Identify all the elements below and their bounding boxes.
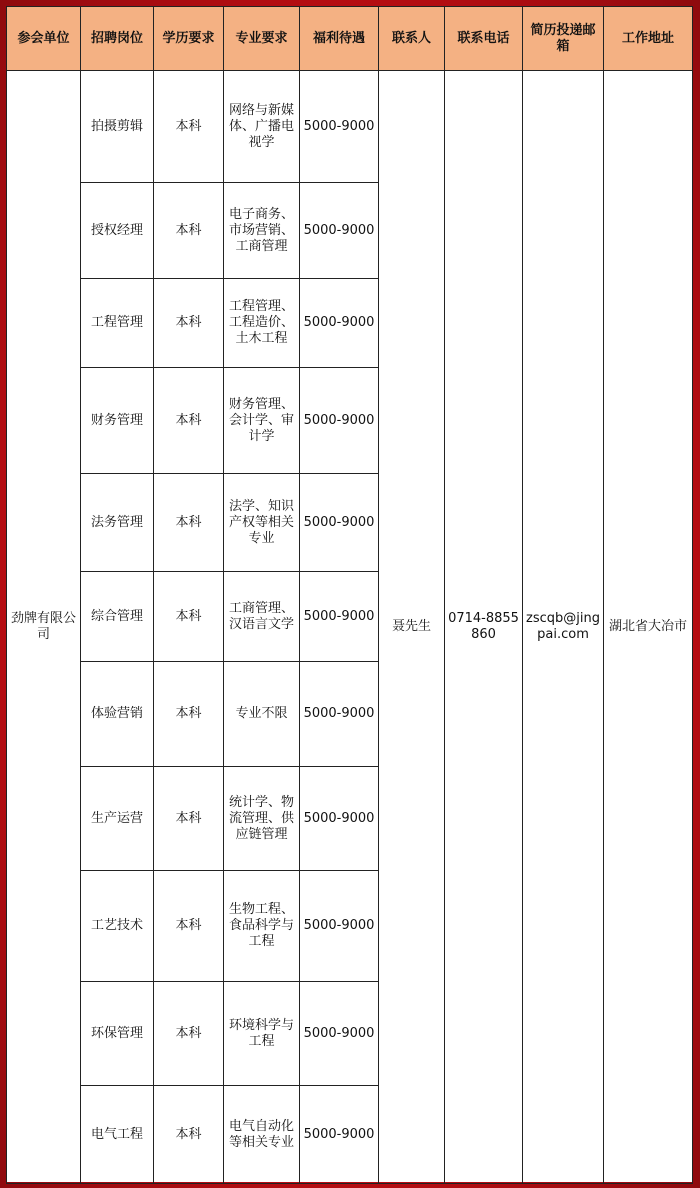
education-cell: 本科 <box>154 1086 224 1184</box>
position-cell: 工程管理 <box>81 279 154 368</box>
salary-cell: 5000-9000 <box>300 982 379 1086</box>
position-cell: 工艺技术 <box>81 871 154 982</box>
position-cell: 财务管理 <box>81 368 154 474</box>
table-row <box>7 71 693 183</box>
major-cell: 电子商务、市场营销、工商管理 <box>224 183 300 279</box>
major-cell: 统计学、物流管理、供应链管理 <box>224 767 300 871</box>
position-cell: 生产运营 <box>81 767 154 871</box>
header-position: 招聘岗位 <box>81 7 154 71</box>
major-cell: 法学、知识产权等相关专业 <box>224 474 300 572</box>
header-email: 简历投递邮箱 <box>523 7 604 71</box>
header-address: 工作地址 <box>604 7 693 71</box>
salary-cell: 5000-9000 <box>300 279 379 368</box>
position-cell: 授权经理 <box>81 183 154 279</box>
education-cell: 本科 <box>154 767 224 871</box>
education-cell: 本科 <box>154 871 224 982</box>
salary-cell: 5000-9000 <box>300 183 379 279</box>
education-cell: 本科 <box>154 368 224 474</box>
salary-cell: 5000-9000 <box>300 368 379 474</box>
major-cell: 环境科学与工程 <box>224 982 300 1086</box>
major-cell: 专业不限 <box>224 662 300 767</box>
education-cell: 本科 <box>154 982 224 1086</box>
salary-cell: 5000-9000 <box>300 474 379 572</box>
education-cell: 本科 <box>154 662 224 767</box>
salary-cell: 5000-9000 <box>300 662 379 767</box>
salary-cell: 5000-9000 <box>300 871 379 982</box>
salary-cell: 5000-9000 <box>300 572 379 662</box>
header-major: 专业要求 <box>224 7 300 71</box>
header-company: 参会单位 <box>7 7 81 71</box>
education-cell: 本科 <box>154 474 224 572</box>
contact-cell: 聂先生 <box>379 71 445 1184</box>
major-cell: 工程管理、工程造价、土木工程 <box>224 279 300 368</box>
salary-cell: 5000-9000 <box>300 71 379 183</box>
header-row <box>7 7 693 71</box>
major-cell: 财务管理、会计学、审计学 <box>224 368 300 474</box>
major-cell: 生物工程、食品科学与工程 <box>224 871 300 982</box>
education-cell: 本科 <box>154 71 224 183</box>
major-cell: 电气自动化等相关专业 <box>224 1086 300 1184</box>
document-page <box>6 6 692 1182</box>
header-contact: 联系人 <box>379 7 445 71</box>
position-cell: 综合管理 <box>81 572 154 662</box>
salary-cell: 5000-9000 <box>300 1086 379 1184</box>
major-cell: 网络与新媒体、广播电视学 <box>224 71 300 183</box>
position-cell: 法务管理 <box>81 474 154 572</box>
position-cell: 电气工程 <box>81 1086 154 1184</box>
header-education: 学历要求 <box>154 7 224 71</box>
salary-cell: 5000-9000 <box>300 767 379 871</box>
position-cell: 体验营销 <box>81 662 154 767</box>
email-cell[interactable]: zscqb@jingpai.com <box>523 71 604 1184</box>
header-salary: 福利待遇 <box>300 7 379 71</box>
address-cell: 湖北省大冶市 <box>604 71 693 1184</box>
header-phone: 联系电话 <box>445 7 523 71</box>
major-cell: 工商管理、汉语言文学 <box>224 572 300 662</box>
education-cell: 本科 <box>154 279 224 368</box>
education-cell: 本科 <box>154 183 224 279</box>
education-cell: 本科 <box>154 572 224 662</box>
recruitment-table <box>6 6 693 1184</box>
company-cell: 劲牌有限公司 <box>7 71 81 1184</box>
position-cell: 环保管理 <box>81 982 154 1086</box>
phone-cell: 0714-8855860 <box>445 71 523 1184</box>
position-cell: 拍摄剪辑 <box>81 71 154 183</box>
